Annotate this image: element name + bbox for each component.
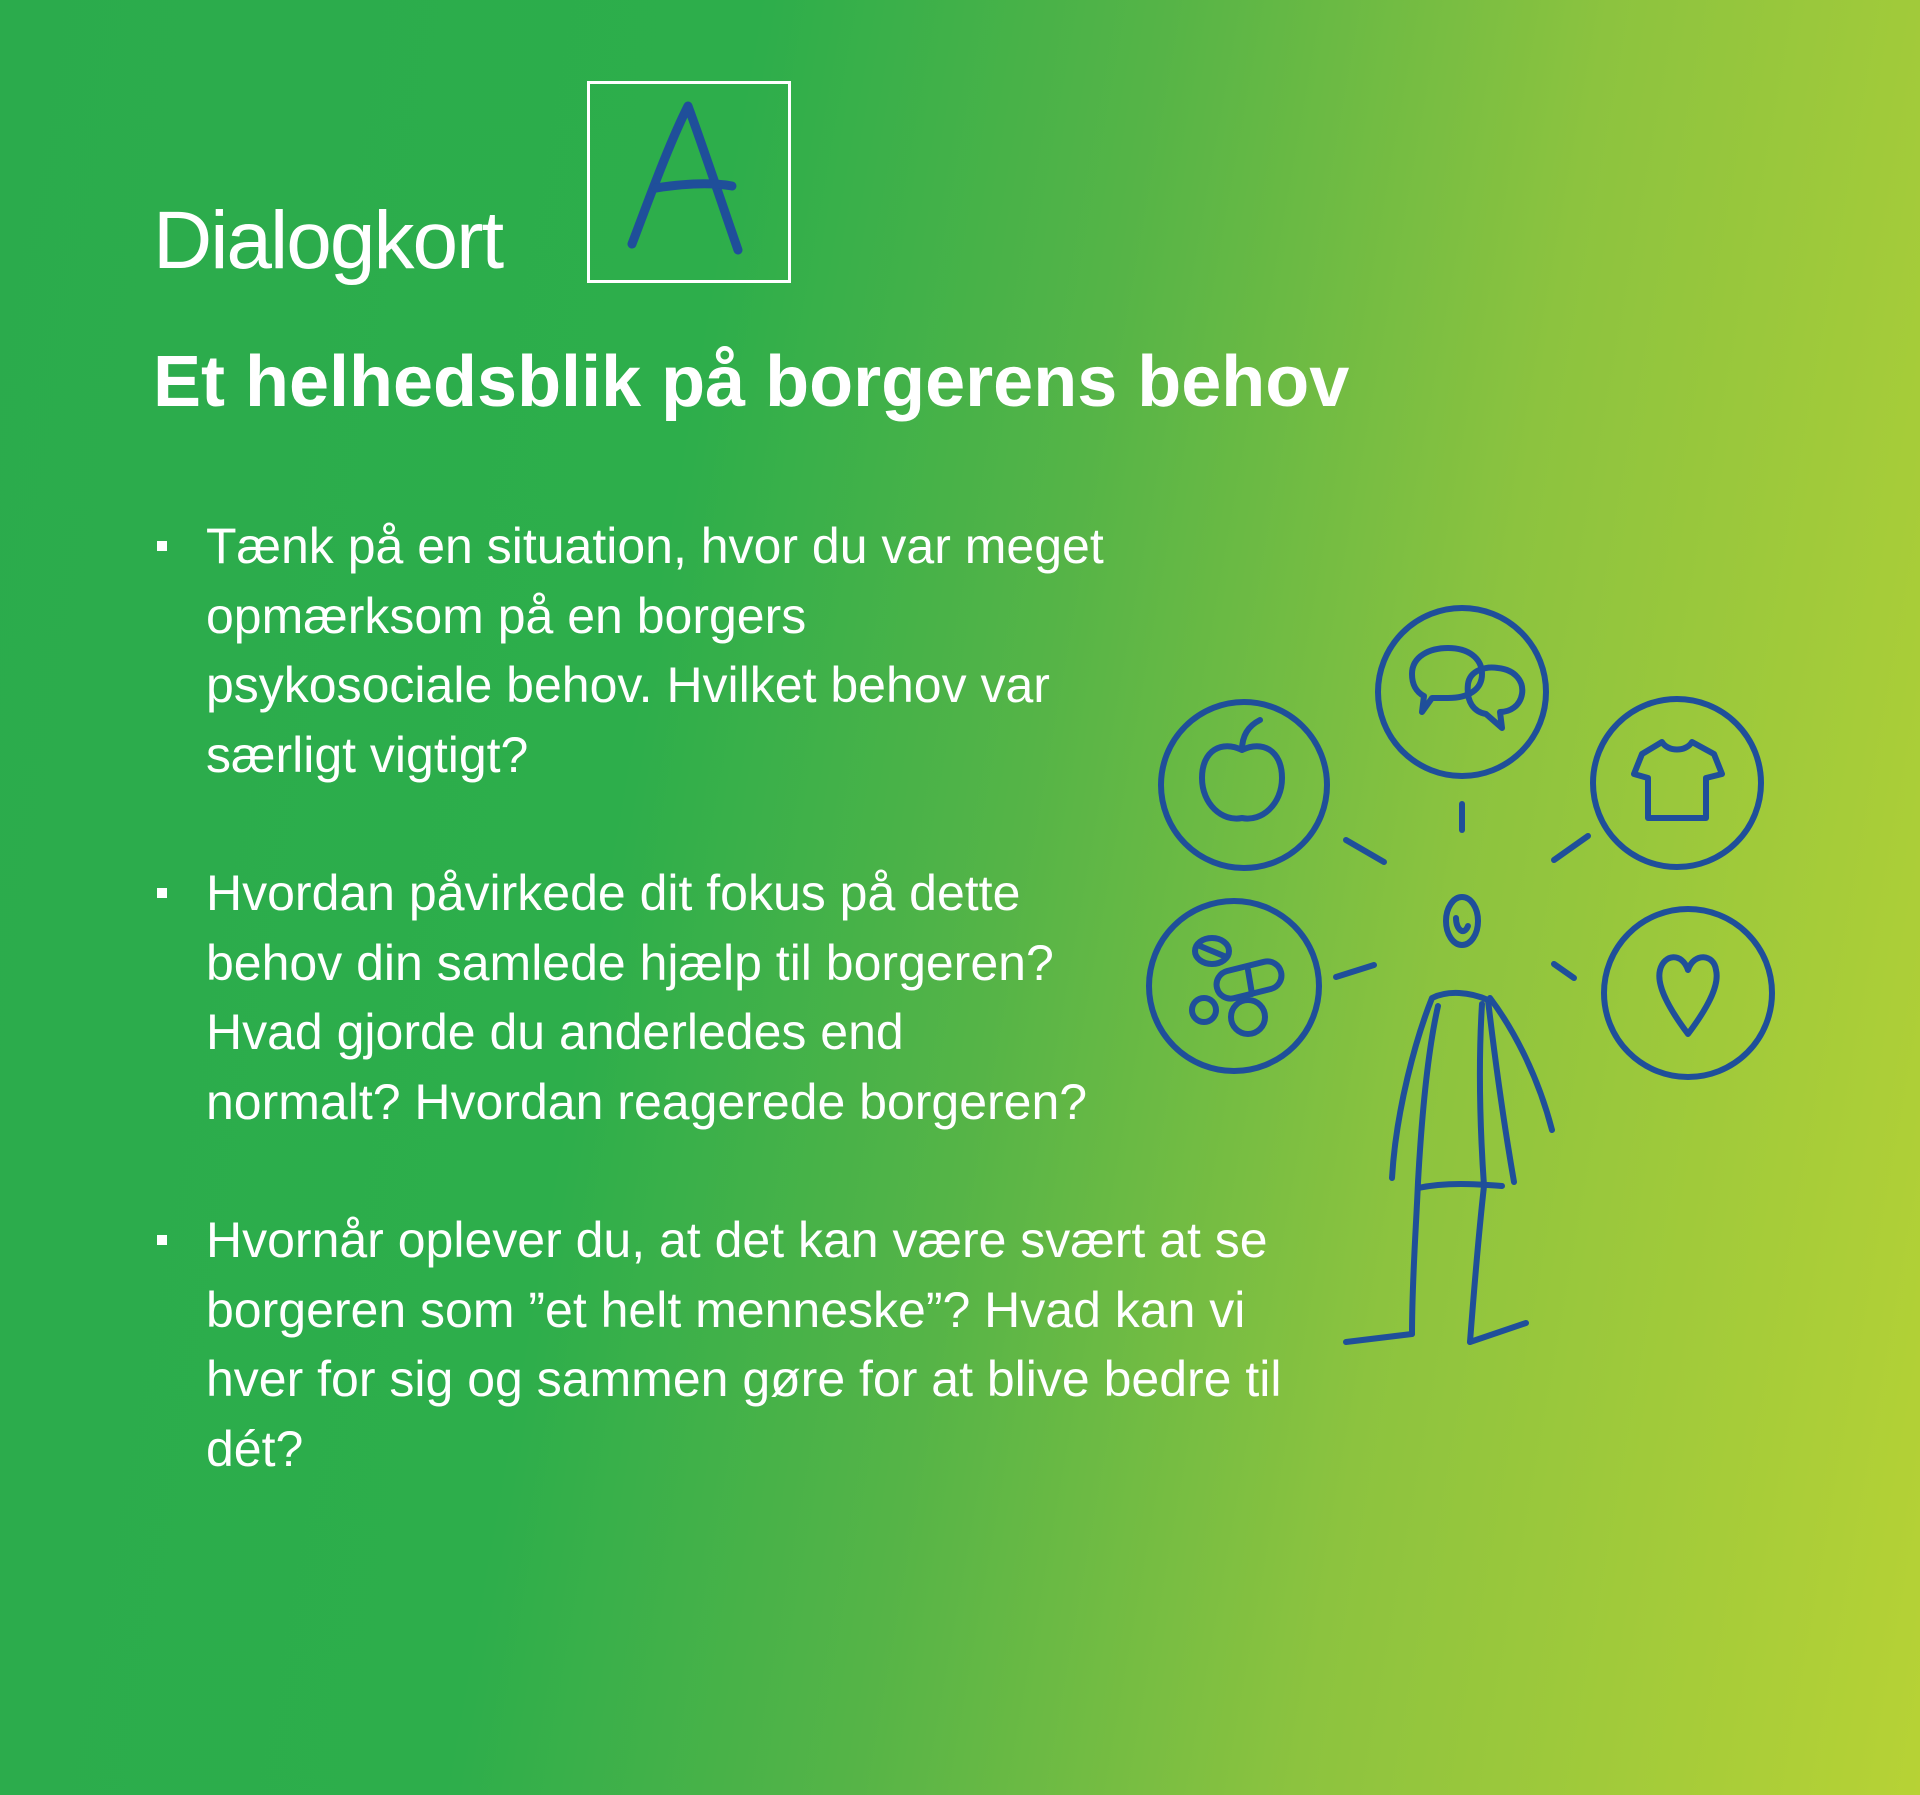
apple-icon: [1161, 702, 1327, 868]
heart-icon: [1604, 909, 1772, 1077]
needs-illustration: [1130, 590, 1790, 1390]
question-text: Hvordan påvirkede dit fokus på dette behov din samlede hjælp til borgeren? Hvad gjorde du anderledes end normalt? Hvordan reagerede borgeren?: [206, 865, 1088, 1130]
question-item: [153, 512, 1106, 790]
connector-lines: [1336, 804, 1588, 978]
question-item: [153, 859, 1106, 1137]
stick-figure-icon: [1346, 897, 1552, 1342]
speech-bubbles-icon: [1378, 608, 1546, 776]
t-shirt-icon: [1593, 699, 1761, 867]
card-label: Dialogkort: [153, 195, 503, 286]
card-headline: Et helhedsblik på borgerens behov: [153, 342, 1350, 422]
card-letter-box: [587, 81, 791, 283]
question-text: Hvornår oplever du, at det kan være svært at se borgeren som ”et helt menneske”? Hvad kan vi hver for sig og sammen gøre for at blive bedre til dét?: [206, 1212, 1282, 1477]
bullet-icon: [157, 888, 167, 898]
pills-icon: [1149, 901, 1319, 1071]
letter-a-icon: [590, 84, 788, 280]
bullet-icon: [157, 1235, 167, 1245]
question-text: Tænk på en situation, hvor du var meget opmærksom på en borgers psykosociale behov. Hvilket behov var særligt vigtigt?: [206, 518, 1104, 783]
bullet-icon: [157, 541, 167, 551]
